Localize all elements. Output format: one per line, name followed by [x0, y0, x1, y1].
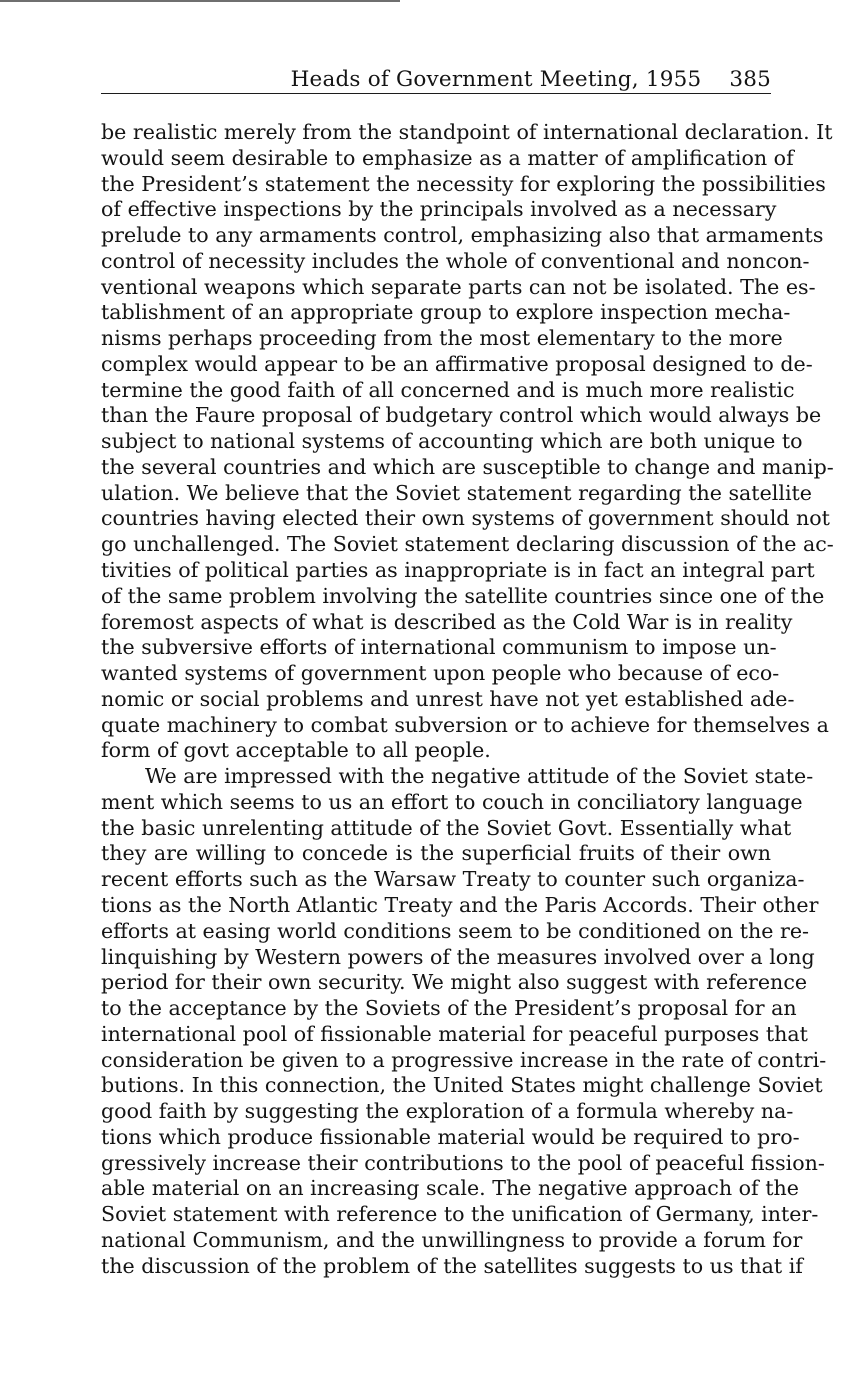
- text-line: tions as the North Atlantic Treaty and the Paris Accords. Their other: [101, 892, 819, 917]
- text-line: We are impressed with the negative attitude of the Soviet state-: [145, 764, 814, 789]
- text-line: ment which seems to us an effort to couch in conciliatory language: [101, 789, 803, 814]
- text-line: complex would appear to be an affirmative proposal designed to de-: [101, 351, 813, 376]
- text-line: quate machinery to combat subversion or to achieve for themselves a: [101, 712, 829, 737]
- text-line: the basic unrelenting attitude of the Soviet Govt. Essentially what: [101, 815, 792, 840]
- text-line: of the same problem involving the satellite countries since one of the: [101, 583, 825, 608]
- text-line: the subversive efforts of international communism to impose un-: [101, 635, 777, 660]
- text-line: be realistic merely from the standpoint of international declaration. It: [101, 120, 833, 144]
- text-line: ventional weapons which separate parts can not be isolated. The es-: [101, 274, 816, 299]
- running-title: Heads of Government Meeting, 1955: [290, 67, 702, 92]
- text-line: prelude to any armaments control, emphasizing also that armaments: [101, 223, 824, 248]
- text-line: the discussion of the problem of the satellites suggests to us that if: [101, 1253, 803, 1278]
- paragraph: [101, 120, 834, 764]
- running-head: [101, 66, 771, 94]
- text-line: recent efforts such as the Warsaw Treaty to counter such organiza-: [101, 867, 805, 892]
- text-line: control of necessity includes the whole of conventional and noncon-: [101, 248, 810, 273]
- text-line: to the acceptance by the Soviets of the President’s proposal for an: [101, 996, 797, 1021]
- text-line: national Communism, and the unwillingness to provide a forum for: [101, 1227, 803, 1252]
- text-line: efforts at easing world conditions seem to be conditioned on the re-: [101, 918, 809, 943]
- text-line: tablishment of an appropriate group to explore inspection mecha-: [101, 300, 791, 325]
- scan-edge-mark: [0, 0, 400, 2]
- text-line: linquishing by Western powers of the measures involved over a long: [101, 944, 815, 969]
- text-line: the several countries and which are susceptible to change and manip-: [101, 454, 834, 479]
- text-line: gressively increase their contributions to the pool of peaceful fission-: [101, 1150, 825, 1175]
- text-line: than the Faure proposal of budgetary control which would always be: [101, 403, 822, 428]
- text-line: ulation. We believe that the Soviet statement regarding the satellite: [101, 480, 812, 505]
- paragraph: [101, 764, 827, 1279]
- text-line: tions which produce fissionable material would be required to pro-: [101, 1124, 800, 1149]
- text-line: countries having elected their own systems of government should not: [101, 506, 830, 531]
- text-line: wanted systems of government upon people who because of eco-: [101, 661, 780, 686]
- text-line: good faith by suggesting the exploration of a formula whereby na-: [101, 1099, 794, 1124]
- text-line: subject to national systems of accounting which are both unique to: [101, 429, 803, 454]
- text-line: international pool of fissionable material for peaceful purposes that: [101, 1021, 808, 1046]
- text-line: they are willing to concede is the superficial fruits of their own: [101, 841, 771, 866]
- text-line: termine the good faith of all concerned and is much more realistic: [101, 377, 795, 402]
- text-line: go unchallenged. The Soviet statement declaring discussion of the ac-: [101, 532, 834, 557]
- text-line: would seem desirable to emphasize as a matter of amplification of: [101, 145, 794, 170]
- page-number: 385: [729, 67, 771, 92]
- text-line: tivities of political parties as inappropriate is in fact an integral part: [101, 558, 815, 583]
- text-line: of effective inspections by the principals involved as a necessary: [101, 197, 777, 222]
- text-line: consideration be given to a progressive increase in the rate of contri-: [101, 1047, 827, 1072]
- text-line: period for their own security. We might also suggest with reference: [101, 970, 808, 995]
- text-line: nisms perhaps proceeding from the most elementary to the more: [101, 326, 783, 351]
- text-line: Soviet statement with reference to the unification of Germany, inter-: [101, 1202, 819, 1227]
- text-line: able material on an increasing scale. The negative approach of the: [101, 1176, 799, 1201]
- text-line: nomic or social problems and unrest have not yet established ade-: [101, 686, 795, 711]
- text-line: butions. In this connection, the United States might challenge Soviet: [101, 1073, 823, 1098]
- text-line: form of govt acceptable to all people.: [101, 738, 491, 763]
- text-line: the President’s statement the necessity for exploring the possibilities: [101, 171, 826, 196]
- text-line: foremost aspects of what is described as the Cold War is in reality: [101, 609, 793, 634]
- body-text: [101, 120, 834, 1279]
